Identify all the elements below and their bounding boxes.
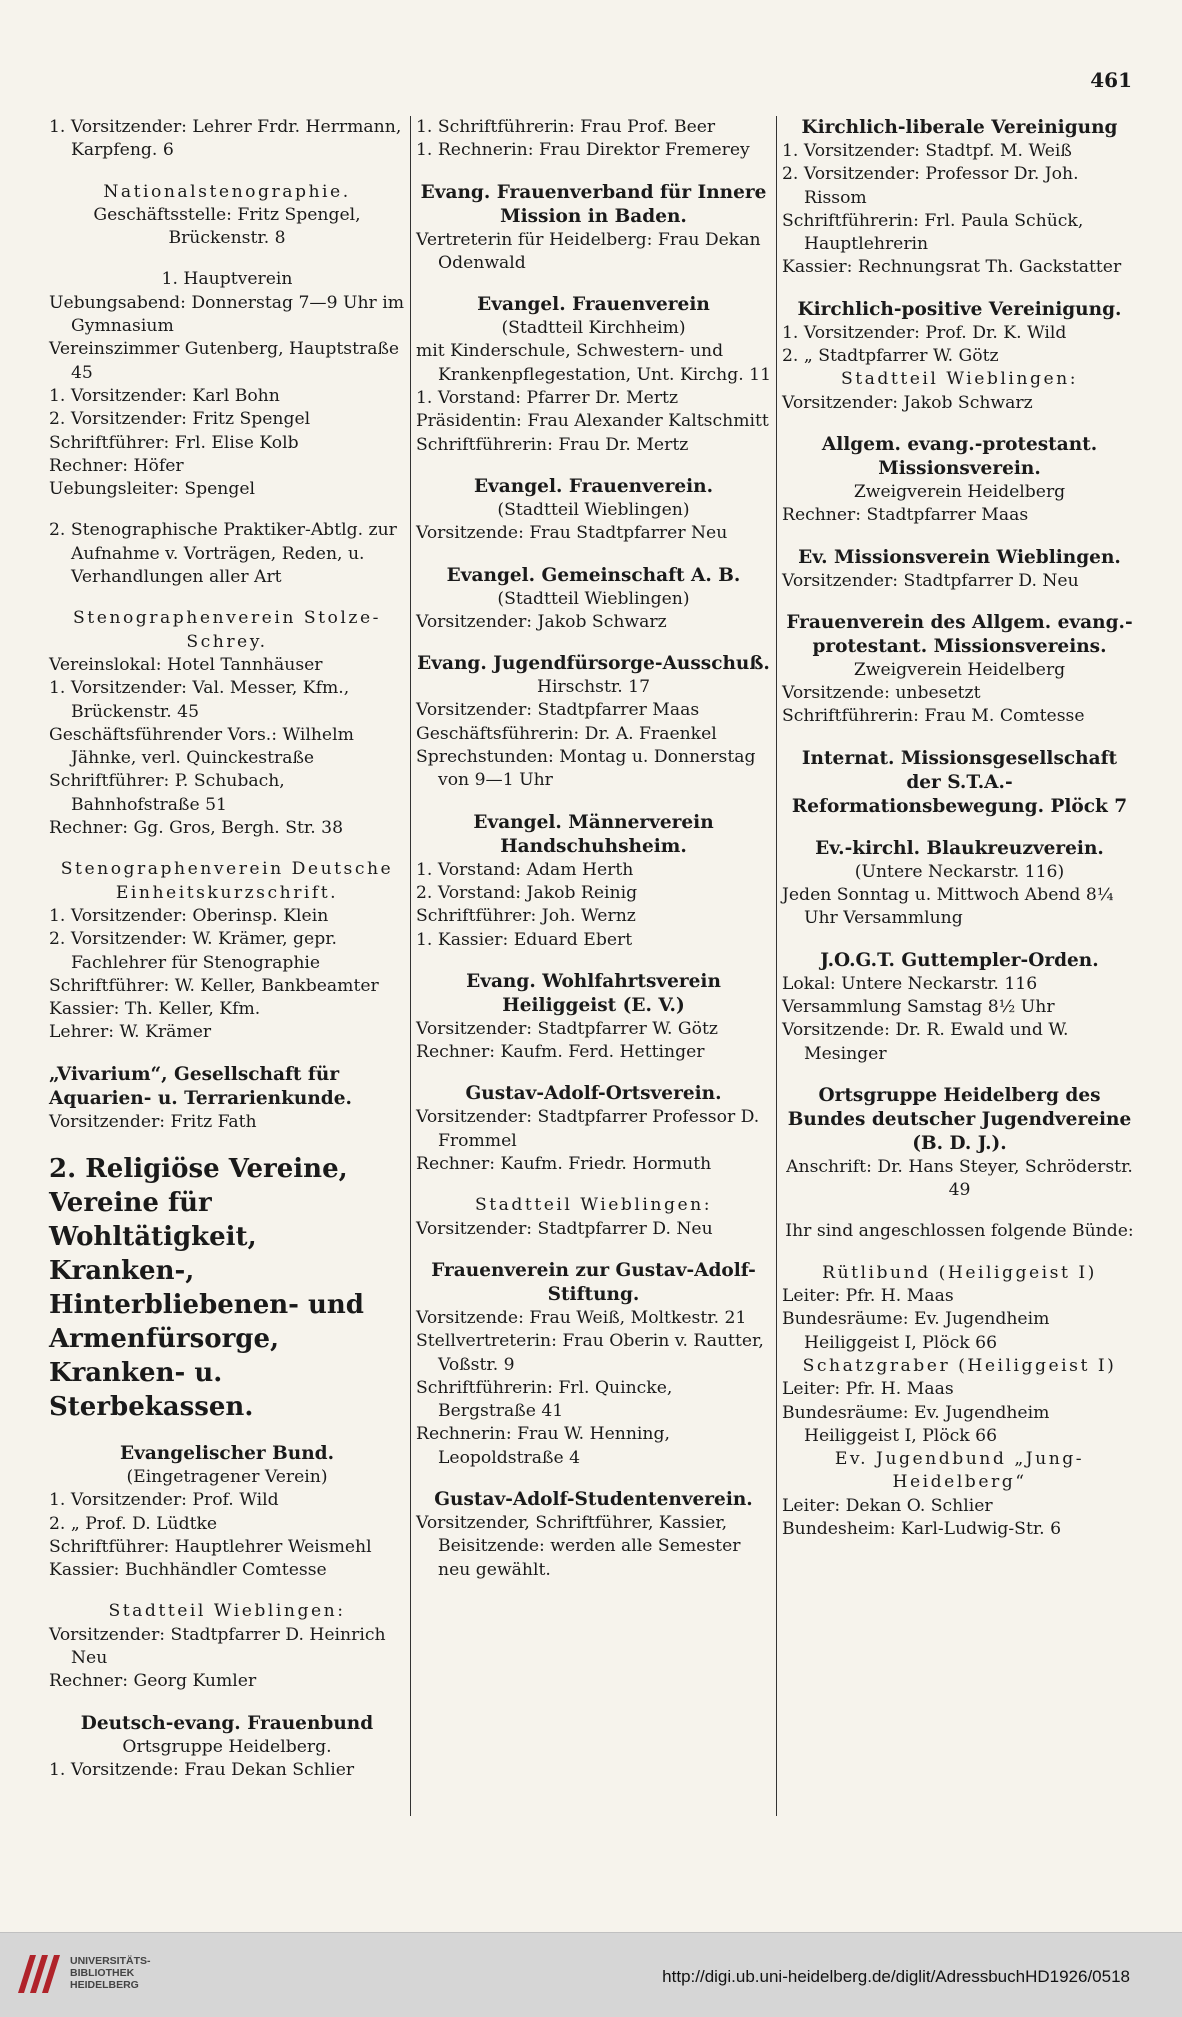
spacer [416,1176,771,1194]
spacer [416,457,771,475]
directory-entry: Leiter: Dekan O. Schlier [782,1495,993,1516]
spacer [49,163,405,181]
spacer [416,793,771,811]
directory-entry: Geschäftsführerin: Dr. A. Fraenkel [416,723,717,744]
spacer [416,1241,771,1259]
directory-entry: Bundesheim: Karl-Ludwig-Str. 6 [782,1518,1062,1539]
directory-entry: Vorsitzender, Schriftführer, Kassier, Beisitzende: werden alle Semester neu gewählt. [416,1512,741,1580]
directory-entry: Stadtteil Wieblingen: [474,1195,712,1216]
directory-entry: Lokal: Untere Neckarstr. 116 [782,973,1038,994]
spacer [49,589,405,607]
directory-entry: Schriftführer: Joh. Wernz [416,906,636,927]
section-heading: Ortsgruppe Heidelberg des Bundes deutscher Jugendvereine (B. D. J.). [787,1084,1132,1154]
section-heading: Ev.-kirchl. Blaukreuzverein. [815,837,1104,859]
section-heading: Evang. Jugendfürsorge-Ausschuß. [417,653,770,675]
spacer [49,1424,405,1442]
directory-entry: Stadtteil Wieblingen: [108,1601,346,1622]
spacer [416,546,771,564]
directory-entry: Geschäftsführender Vors.: Wilhelm Jähnke, verl. Quinckestraße [49,724,354,769]
directory-entry: Hirschstr. 17 [536,677,651,698]
column-2 [410,116,776,1816]
spacer [782,819,1137,837]
spacer [416,952,771,970]
directory-entry: 2. „ Stadtpfarrer W. Götz [782,346,999,367]
section-heading: J.O.G.T. Guttempler-Orden. [820,949,1099,971]
directory-entry: Stenographenverein Deutsche Einheitskurzschrift. [60,859,394,903]
directory-entry: Präsidentin: Frau Alexander Kaltschmitt [416,411,769,432]
directory-entry: 1. Vorstand: Pfarrer Dr. Mertz [416,388,678,409]
directory-entry: Vorsitzender: Stadtpfarrer D. Neu [782,570,1079,591]
directory-entry: Vorsitzender: Jakob Schwarz [782,392,1033,413]
section-heading: Frauenverein zur Gustav-Adolf-Stiftung. [431,1259,756,1305]
directory-entry: Schatzgraber (Heiliggeist I) [802,1355,1117,1376]
spacer [49,501,405,519]
section-heading: Frauenverein des Allgem. evang.-protestant. Missionsvereins. [786,611,1133,657]
directory-entry: Rechner: Kaufm. Friedr. Hormuth [416,1154,712,1175]
directory-entry: Stenographenverein Stolze-Schrey. [73,608,381,652]
section-heading: Evang. Wohlfahrtsverein Heiliggeist (E. V.) [466,970,721,1016]
section-heading: Ev. Missionsverein Wieblingen. [798,546,1121,568]
directory-entry: Kassier: Buchhändler Comtesse [49,1560,327,1581]
directory-entry: Vereinslokal: Hotel Tannhäuser [49,654,323,675]
page-number: 461 [1090,68,1132,92]
directory-entry: Leiter: Pfr. H. Maas [782,1379,954,1400]
directory-entry: (Stadtteil Kirchheim) [501,318,686,339]
spacer [782,1202,1137,1220]
logo-line: UNIVERSITÄTS- [70,1955,151,1967]
section-heading: Kirchlich-positive Vereinigung. [797,298,1122,320]
directory-entry: Sprechstunden: Montag u. Donnerstag von 9—1 Uhr [416,747,756,791]
directory-entry: Jeden Sonntag u. Mittwoch Abend 8¼ Uhr Versammlung [782,885,1114,929]
directory-entry: Uebungsabend: Donnerstag 7—9 Uhr im Gymnasium [49,292,405,337]
spacer [49,840,405,858]
spacer [49,1045,405,1063]
directory-entry: Rütlibund (Heiliggeist I) [822,1262,1097,1283]
section-heading: Deutsch-evang. Frauenbund [80,1712,374,1734]
spacer [782,931,1137,949]
directory-entry: 1. Vorstand: Adam Herth [416,859,634,880]
directory-entry: 1. Vorsitzender: Karl Bohn [49,385,280,406]
spacer [782,280,1137,298]
directory-entry: Vereinszimmer Gutenberg, Hauptstraße 45 [49,339,400,383]
directory-entry: Zweigverein Heidelberg [853,659,1066,680]
directory-entry: 2. Vorsitzender: Professor Dr. Joh. Rissom [782,164,1079,208]
directory-entry: Schriftführerin: Frl. Quincke, Bergstraße 41 [416,1377,673,1422]
directory-entry: Vorsitzende: Frau Stadtpfarrer Neu [416,523,728,544]
directory-entry: Anschrift: Dr. Hans Steyer, Schröderstr. 49 [786,1156,1133,1201]
directory-entry: 1. Schriftführerin: Frau Prof. Beer [416,117,716,137]
directory-entry: Uebungsleiter: Spengel [49,479,256,500]
directory-entry: Ev. Jugendbund „Jung-Heidelberg“ [834,1449,1085,1493]
directory-entry: 2. Stenographische Praktiker-Abtlg. zur Aufnahme v. Vorträgen, Reden, u. Verhandlungen aller Art [49,520,397,588]
spacer [782,1066,1137,1084]
directory-entry: Leiter: Pfr. H. Maas [782,1286,954,1307]
directory-entry: Vorsitzender: Stadtpfarrer W. Götz [416,1018,718,1039]
directory-entry: 1. Vorsitzender: Prof. Wild [49,1490,279,1511]
directory-entry: 2. Vorstand: Jakob Reinig [416,882,638,903]
directory-entry: (Stadtteil Wieblingen) [497,588,690,609]
section-heading: Evangel. Männerverein Handschuhsheim. [473,811,714,857]
source-url-link[interactable]: http://digi.ub.uni-heidelberg.de/diglit/AdressbuchHD1926/0518 [662,1967,1130,1986]
spacer [49,250,405,268]
spacer [782,415,1137,433]
directory-entry: Zweigverein Heidelberg [853,481,1066,502]
section-heading: Gustav-Adolf-Studentenverein. [434,1488,753,1510]
directory-entry: Rechner: Stadtpfarrer Maas [782,505,1029,526]
directory-entry: 1. Vorsitzender: Val. Messer, Kfm., Brückenstr. 45 [49,678,350,722]
directory-entry: 1. Vorsitzende: Frau Dekan Schlier [49,1759,355,1780]
column-3 [776,116,1142,1816]
directory-entry: Vorsitzende: unbesetzt [782,683,981,704]
directory-entry: Vertreterin für Heidelberg: Frau Dekan Odenwald [416,229,761,273]
directory-entry: 1. Vorsitzender: Lehrer Frdr. Herrmann, Karpfeng. 6 [49,117,402,161]
directory-entry: Nationalstenographie. [103,181,351,202]
logo-line: HEIDELBERG [70,1979,139,1991]
directory-entry: Schriftführerin: Frau M. Comtesse [782,706,1085,727]
spacer [49,1134,405,1152]
directory-entry: 1. Vorsitzender: Prof. Dr. K. Wild [782,322,1067,343]
logo-line: BIBLIOTHEK [70,1967,135,1979]
library-logo-icon [12,1947,64,2001]
directory-entry: Rechner: Gg. Gros, Bergh. Str. 38 [49,818,344,839]
directory-entry: Vorsitzender: Stadtpfarrer D. Neu [416,1218,713,1239]
directory-entry: 1. Kassier: Eduard Ebert [416,929,633,950]
section-heading: Kirchlich-liberale Vereinigung [801,117,1118,138]
directory-entry: 1. Vorsitzender: Oberinsp. Klein [49,905,329,926]
directory-entry: mit Kinderschule, Schwestern- und Krankenpflegestation, Unt. Kirchg. 11 [416,341,771,385]
spacer [782,729,1137,747]
section-heading: Evangel. Gemeinschaft A. B. [446,564,741,586]
spacer [782,1244,1137,1262]
directory-entry: Rechner: Georg Kumler [49,1671,257,1692]
spacer [49,1582,405,1600]
spacer [416,1470,771,1488]
directory-entry: 2. Vorsitzender: Fritz Spengel [49,409,311,430]
directory-entry: (Eingetragener Verein) [126,1466,328,1487]
section-heading: Evangelischer Bund. [119,1442,335,1464]
directory-entry: Ortsgruppe Heidelberg. [122,1736,332,1757]
directory-entry: Vorsitzender: Stadtpfarrer Maas [416,700,700,721]
section-heading: Evang. Frauenverband für Innere Mission in Baden. [420,181,767,227]
directory-entry: Vorsitzende: Frau Weiß, Moltkestr. 21 [416,1307,747,1328]
directory-entry: Vorsitzender: Stadtpfarrer D. Heinrich Neu [49,1624,386,1669]
directory-entry: Vorsitzender: Stadtpfarrer Professor D. Frommel [416,1107,760,1151]
directory-entry: Rechnerin: Frau W. Henning, Leopoldstraße 4 [416,1424,670,1468]
directory-entry: 2. „ Prof. D. Lüdtke [49,1513,218,1534]
section-heading: Internat. Missionsgesellschaft der S.T.A.-Reformationsbewegung. Plöck 7 [791,747,1128,817]
directory-entry: 1. Rechnerin: Frau Direktor Fremerey [416,140,750,161]
directory-entry: 1. Vorsitzender: Stadtpf. M. Weiß [782,141,1072,161]
spacer [416,163,771,181]
column-1 [44,116,410,1816]
spacer [416,1064,771,1082]
directory-entry: Kassier: Rechnungsrat Th. Gackstatter [782,257,1122,278]
directory-entry: Bundesräume: Ev. Jugendheim Heiliggeist I, Plöck 66 [782,1402,1050,1446]
spacer [416,634,771,652]
spacer [782,593,1137,611]
directory-entry: Schriftführer: W. Keller, Bankbeamter [49,975,379,996]
section-heading: Evangel. Frauenverein [477,294,710,316]
library-logo-text [70,1955,151,1991]
section-heading: „Vivarium“, Gesellschaft für Aquarien- u. Terrarienkunde. [49,1063,352,1109]
directory-entry: (Untere Neckarstr. 116) [854,861,1065,882]
directory-entry: Lehrer: W. Krämer [49,1022,212,1043]
directory-entry: 2. Vorsitzender: W. Krämer, gepr. Fachlehrer für Stenographie [49,929,338,973]
directory-entry: Rechner: Höfer [49,455,184,476]
directory-entry: Stellvertreterin: Frau Oberin v. Rautter, Voßstr. 9 [416,1331,764,1375]
directory-entry: Schriftführerin: Frl. Paula Schück, Hauptlehrerin [782,210,1084,255]
directory-entry: Schriftführer: Hauptlehrer Weismehl [49,1536,372,1557]
directory-entry: Ihr sind angeschlossen folgende Bünde: [785,1221,1134,1242]
directory-entry: Schriftführer: Frl. Elise Kolb [49,432,299,453]
directory-entry: Schriftführer: P. Schubach, Bahnhofstraße 51 [49,771,285,815]
section-heading: Evangel. Frauenverein. [473,475,714,497]
directory-entry: Kassier: Th. Keller, Kfm. [49,999,261,1020]
directory-entry: Stadtteil Wieblingen: [840,369,1078,390]
directory-entry: Schriftführerin: Frau Dr. Mertz [416,434,689,455]
directory-entry: Geschäftsstelle: Fritz Spengel, Brückenstr. 8 [93,204,361,249]
section-heading: 2. Religiöse Vereine, Vereine für Wohltätigkeit, Kranken-, Hinterbliebenen- und Armenfürsorge, Kranken- u. Sterbekassen. [49,1153,364,1422]
directory-entry: (Stadtteil Wieblingen) [497,499,690,520]
directory-entry: 1. Hauptverein [161,269,293,290]
spacer [782,528,1137,546]
section-heading: Gustav-Adolf-Ortsverein. [465,1083,722,1105]
directory-entry: Vorsitzende: Dr. R. Ewald und W. Mesinger [782,1020,1069,1064]
spacer [49,1694,405,1712]
section-heading: Allgem. evang.-protestant. Missionsverein. [821,433,1098,479]
directory-entry: Versammlung Samstag 8½ Uhr [782,996,1055,1017]
directory-entry: Vorsitzender: Fritz Fath [49,1111,257,1132]
directory-entry: Rechner: Kaufm. Ferd. Hettinger [416,1042,705,1063]
spacer [416,275,771,293]
directory-columns [44,116,1144,1816]
directory-entry: Bundesräume: Ev. Jugendheim Heiliggeist I, Plöck 66 [782,1309,1050,1353]
footer-bar [0,1932,1182,2017]
directory-entry: Vorsitzender: Jakob Schwarz [416,611,667,632]
